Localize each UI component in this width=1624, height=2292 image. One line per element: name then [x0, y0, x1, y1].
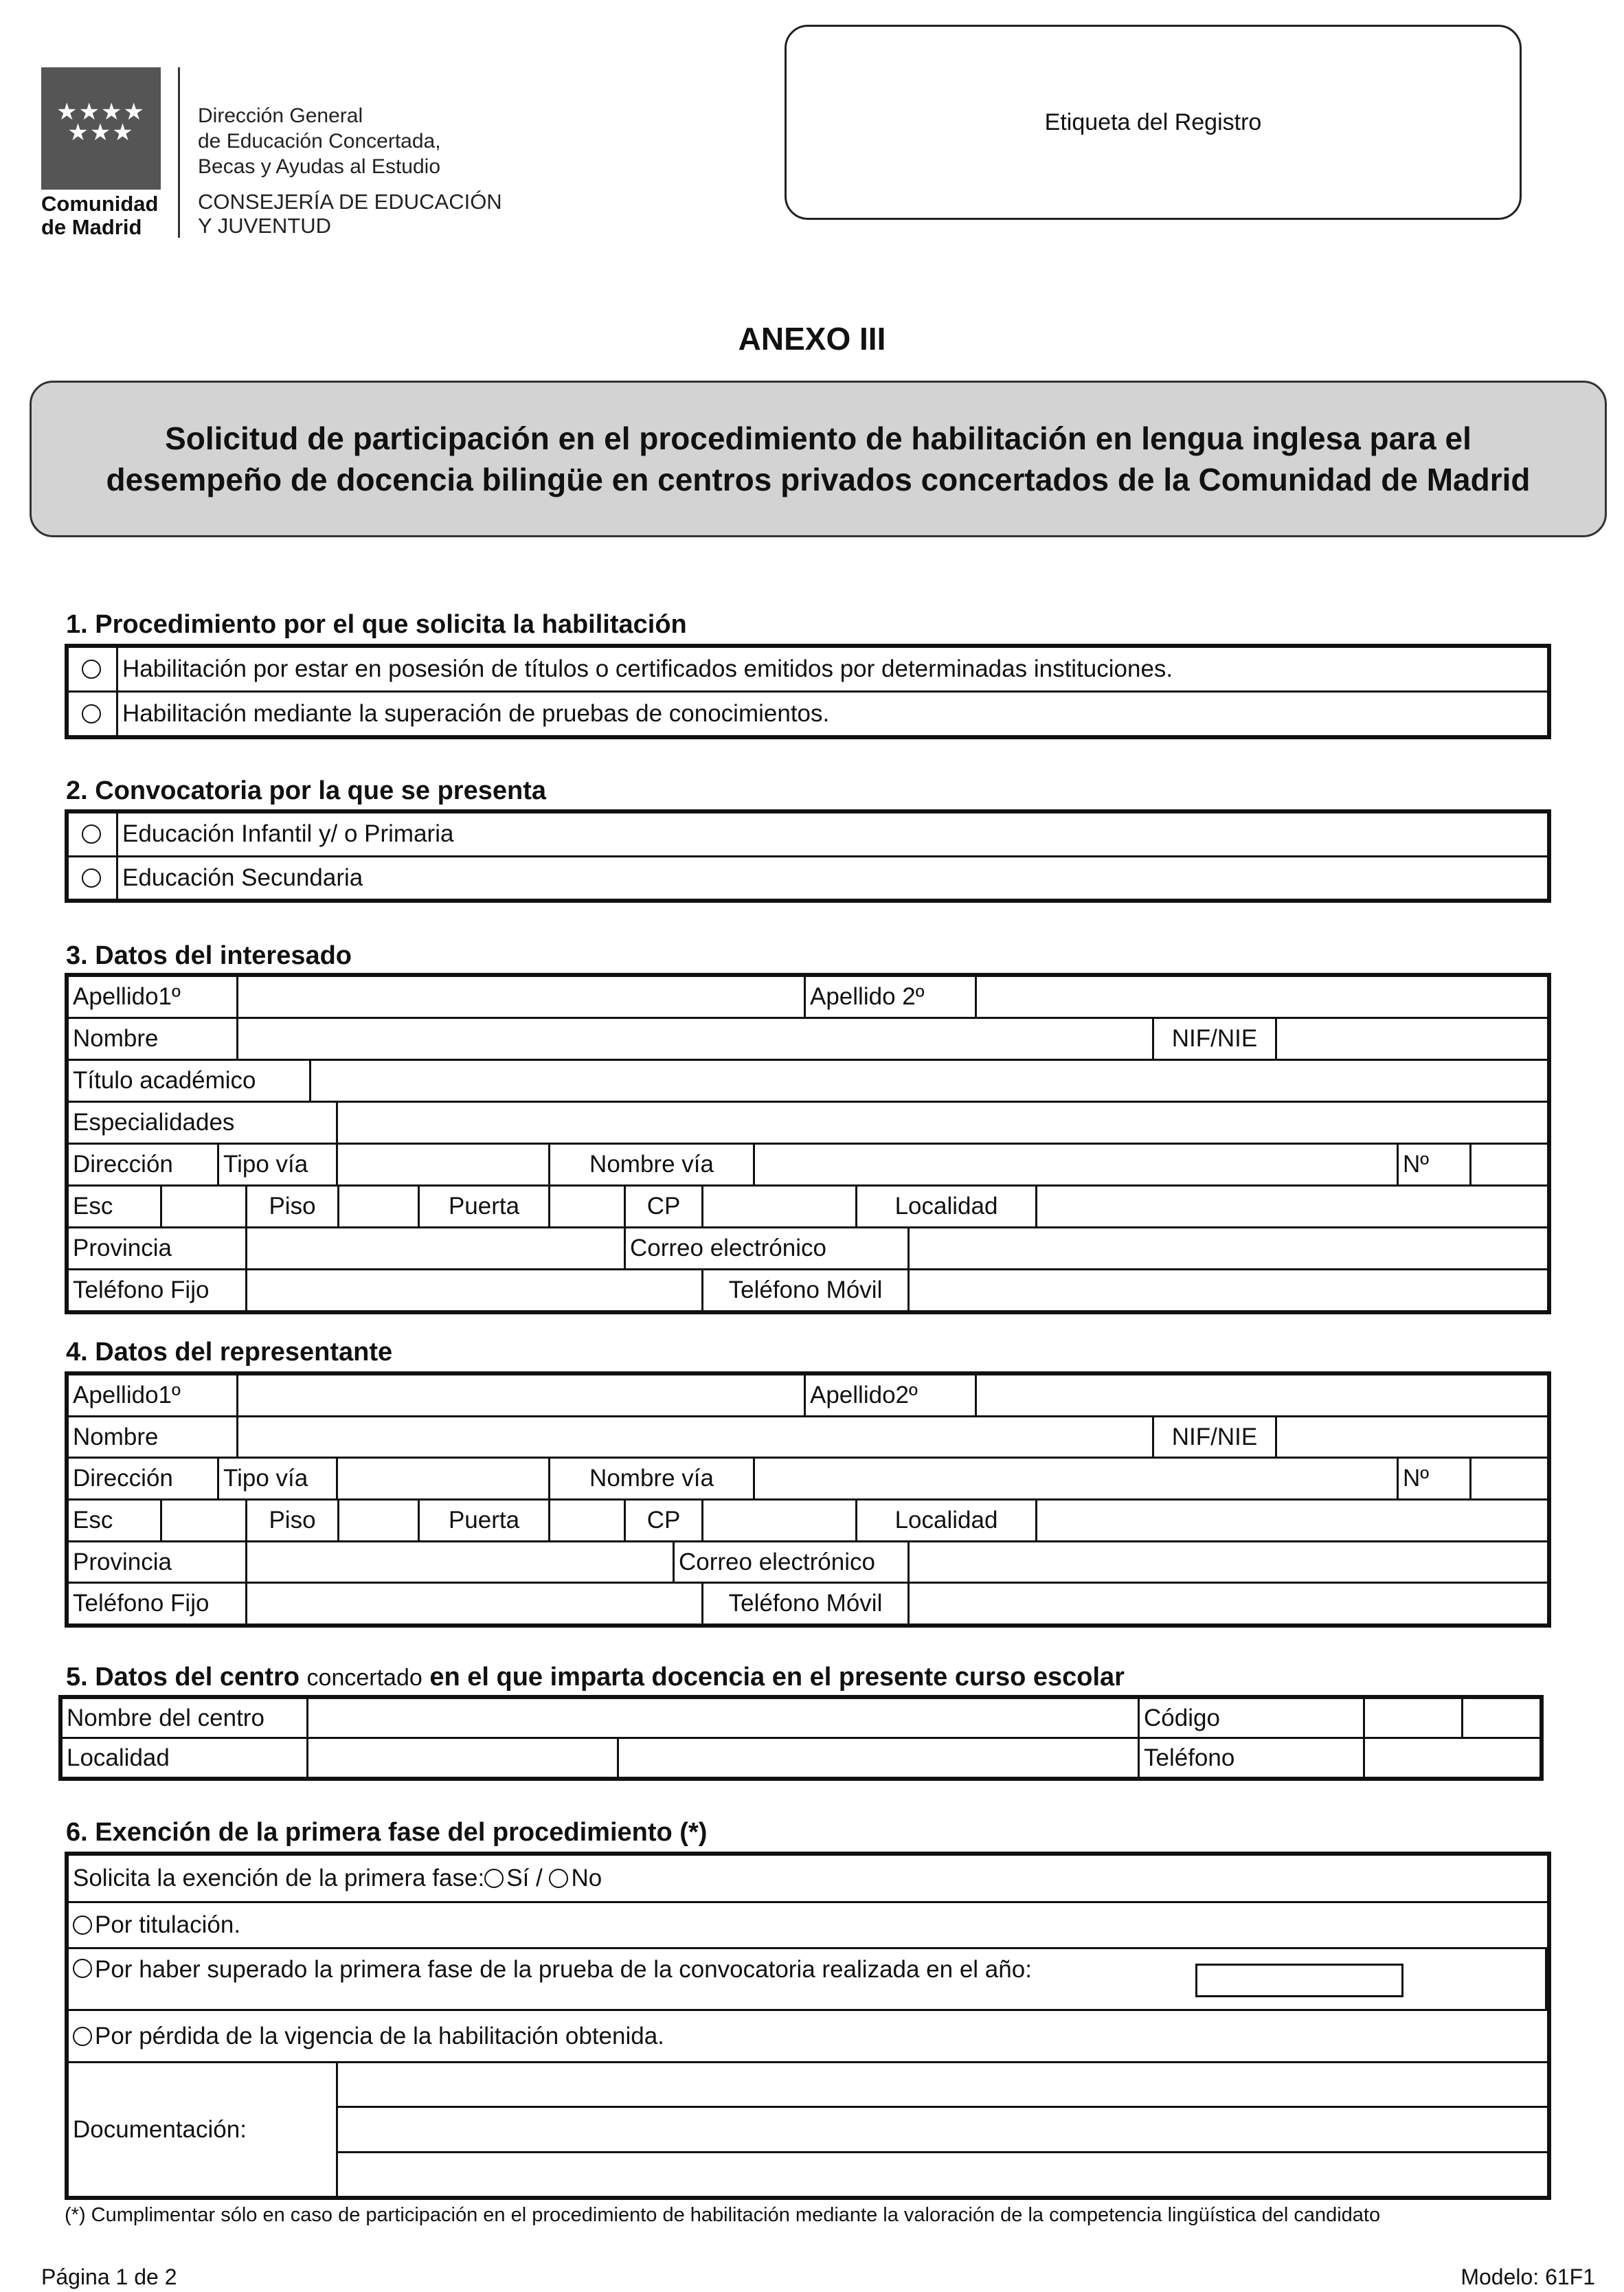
field-label: Provincia: [69, 1542, 247, 1582]
documentation-field[interactable]: [338, 2063, 1547, 2108]
no-label: No: [571, 1865, 602, 1891]
field-label: Correo electrónico: [626, 1228, 910, 1268]
field-label: Teléfono Fijo: [69, 1584, 247, 1623]
radio-button[interactable]: [73, 2027, 92, 2046]
field-label: Correo electrónico: [675, 1542, 910, 1582]
ministry-name: [198, 190, 502, 238]
radio-yes[interactable]: [484, 1869, 504, 1888]
field-label: Puerta: [420, 1187, 550, 1226]
field-label: Dirección: [69, 1145, 219, 1184]
input-field[interactable]: [247, 1584, 703, 1623]
directorate-line: Becas y Ayudas al Estudio: [198, 155, 440, 178]
field-label: Título académico: [69, 1061, 311, 1101]
ministry-line: Y JUVENTUD: [198, 214, 332, 238]
input-field[interactable]: [1471, 1459, 1547, 1498]
applicant-data-table: [65, 973, 1551, 1314]
field-label: Apellido1º: [69, 977, 238, 1017]
option-cell: [69, 2011, 1547, 2061]
field-label: Nombre: [69, 1417, 238, 1457]
documentation-label: Documentación:: [69, 2063, 338, 2196]
field-label: Nombre vía: [550, 1145, 755, 1184]
form-row: [69, 1417, 1547, 1459]
input-field[interactable]: [339, 1501, 420, 1540]
field-label: NIF/NIE: [1154, 1417, 1277, 1457]
form-title: [30, 381, 1607, 537]
field-label: Tipo vía: [219, 1145, 338, 1184]
section-5-heading: [66, 1663, 1125, 1692]
field-label: Teléfono Móvil: [703, 1270, 910, 1310]
field-label: CP: [626, 1501, 703, 1540]
input-field[interactable]: [308, 1739, 619, 1777]
input-field[interactable]: [910, 1542, 1547, 1582]
field-label: Esc: [69, 1501, 162, 1540]
radio-button[interactable]: [82, 824, 101, 844]
input-field[interactable]: [550, 1501, 626, 1540]
logo-stars: ★★★★ ★★★: [56, 99, 146, 146]
field-label: Teléfono: [1140, 1739, 1365, 1777]
option-row[interactable]: [69, 648, 1547, 693]
form-title-line: Solicitud de participación en el procedimiento de habilitación en lengua inglesa para el: [165, 420, 1471, 456]
radio-button[interactable]: [73, 1915, 92, 1935]
exemption-request: [69, 1856, 1547, 1901]
exemption-request-label: Solicita la exención de la primera fase:: [73, 1865, 485, 1891]
input-field[interactable]: [238, 1417, 1154, 1457]
field-label: Nº: [1399, 1459, 1471, 1498]
input-field[interactable]: [910, 1228, 1547, 1268]
documentation-field[interactable]: [338, 2108, 1547, 2153]
input-field[interactable]: [247, 1542, 675, 1582]
section-2-table: [65, 809, 1551, 903]
section-2-heading: 2. Convocatoria por la que se presenta: [66, 776, 546, 805]
heading-part: concertado: [306, 1665, 422, 1691]
option-label: Por haber superado la primera fase de la prueba de la convocatoria realizada en el año:: [95, 1956, 1032, 1983]
input-field[interactable]: [339, 1187, 420, 1226]
input-field[interactable]: [238, 1019, 1154, 1059]
field-label: Apellido1º: [69, 1375, 238, 1415]
field-label: Piso: [247, 1187, 339, 1226]
field-label: Especialidades: [69, 1103, 338, 1143]
field-label: Teléfono Fijo: [69, 1270, 247, 1310]
option-row[interactable]: [69, 857, 1547, 899]
yes-label: Sí /: [506, 1865, 543, 1891]
input-field[interactable]: [755, 1145, 1399, 1184]
input-field[interactable]: [703, 1501, 857, 1540]
option-label: Habilitación mediante la superación de pruebas de conocimientos.: [122, 700, 830, 727]
radio-button[interactable]: [73, 1959, 92, 1978]
field-label: Nº: [1399, 1145, 1471, 1184]
input-field[interactable]: [247, 1270, 703, 1310]
input-field[interactable]: [550, 1187, 626, 1226]
input-field[interactable]: [1037, 1187, 1547, 1226]
field-label: Dirección: [69, 1459, 219, 1498]
option-label: Educación Secundaria: [122, 864, 363, 891]
form-row: [69, 1459, 1547, 1501]
directorate-name: [198, 103, 441, 179]
input-field[interactable]: [755, 1459, 1399, 1498]
model-number: Modelo: 61F1: [1461, 2265, 1595, 2289]
field-label: CP: [626, 1187, 703, 1226]
input-field[interactable]: [910, 1584, 1547, 1623]
logo-text-line: Comunidad: [41, 192, 159, 216]
option-label: Por pérdida de la vigencia de la habilitación obtenida.: [95, 2022, 664, 2049]
form-row: [63, 1699, 1540, 1739]
field-label: Nombre del centro: [63, 1699, 308, 1737]
form-row: [69, 1019, 1547, 1061]
input-field[interactable]: [1365, 1699, 1463, 1737]
input-field[interactable]: [311, 1061, 1547, 1101]
input-field[interactable]: [1463, 1699, 1540, 1737]
registry-label-box: [785, 25, 1522, 220]
field-label: Esc: [69, 1187, 162, 1226]
section-1-table: [65, 644, 1551, 739]
radio-button[interactable]: [82, 704, 101, 723]
directorate-line: de Educación Concertada,: [198, 130, 441, 153]
form-row: [69, 1103, 1547, 1145]
field-label: Código: [1140, 1699, 1365, 1737]
option-row[interactable]: [69, 1949, 1547, 2011]
form-row: [63, 1739, 1540, 1777]
radio-no[interactable]: [549, 1869, 568, 1888]
form-row: [69, 1061, 1547, 1103]
input-field[interactable]: [162, 1501, 247, 1540]
form-row: [69, 1228, 1547, 1270]
form-row: [69, 1501, 1547, 1542]
option-row[interactable]: [69, 693, 1547, 735]
documentation-field[interactable]: [338, 2153, 1547, 2196]
field-label: Nombre vía: [550, 1459, 755, 1498]
option-label: Por titulación.: [95, 1911, 241, 1938]
input-field[interactable]: [247, 1228, 626, 1268]
logo-divider: [178, 67, 180, 238]
input-field[interactable]: [238, 977, 806, 1017]
field-label: NIF/NIE: [1154, 1019, 1277, 1059]
logo-text: [41, 192, 159, 239]
option-label: Habilitación por estar en posesión de títulos o certificados emitidos por determinadas instituciones.: [122, 655, 1173, 682]
form-row: [69, 1584, 1547, 1623]
input-field[interactable]: [338, 1145, 550, 1184]
input-field[interactable]: [338, 1459, 550, 1498]
directorate-line: Dirección General: [198, 104, 363, 127]
field-label: Nombre: [69, 1019, 238, 1059]
option-row[interactable]: [69, 1903, 1547, 1949]
input-field[interactable]: [1277, 1019, 1547, 1059]
field-label: Localidad: [857, 1187, 1037, 1226]
field-label: Provincia: [69, 1228, 247, 1268]
input-field[interactable]: [703, 1187, 857, 1226]
field-label: Localidad: [63, 1739, 308, 1777]
year-input[interactable]: [1195, 1964, 1403, 1997]
input-field[interactable]: [1037, 1501, 1547, 1540]
field-label: Piso: [247, 1501, 339, 1540]
input-field[interactable]: [162, 1187, 247, 1226]
option-cell: [69, 1903, 1547, 1947]
option-row[interactable]: [69, 813, 1547, 857]
exemption-request-row: [69, 1856, 1547, 1903]
section-4-heading: 4. Datos del representante: [66, 1338, 393, 1367]
footnote: (*) Cumplimentar sólo en caso de participación en el procedimiento de habilitación mediante la valoración de la competencia lingüística del candidato: [65, 2204, 1381, 2226]
option-label: Educación Infantil y/ o Primaria: [122, 820, 454, 848]
input-field[interactable]: [910, 1270, 1547, 1310]
form-row: [69, 977, 1547, 1019]
field-label: Puerta: [420, 1501, 550, 1540]
documentation-row: [69, 2063, 1547, 2196]
input-field[interactable]: [1365, 1739, 1540, 1777]
input-field[interactable]: [619, 1739, 1140, 1777]
section-6-heading: 6. Exención de la primera fase del procedimiento (*): [66, 1818, 708, 1847]
field-label: Localidad: [857, 1501, 1037, 1540]
form-title-line: desempeño de docencia bilingüe en centros privados concertados de la Comunidad de Madrid: [106, 462, 1531, 497]
heading-part: 5. Datos del centro: [66, 1663, 307, 1692]
exemption-table: [65, 1852, 1551, 2200]
ministry-line: CONSEJERÍA DE EDUCACIÓN: [198, 190, 502, 214]
input-field[interactable]: [308, 1699, 1140, 1737]
heading-part: en el que imparta docencia en el presente curso escolar: [422, 1663, 1125, 1692]
input-field[interactable]: [1471, 1145, 1547, 1184]
radio-button[interactable]: [82, 660, 101, 679]
representative-data-table: [65, 1371, 1551, 1628]
form-row: [69, 1270, 1547, 1310]
option-row[interactable]: [69, 2011, 1547, 2063]
field-label: Teléfono Móvil: [703, 1584, 910, 1623]
section-3-heading: 3. Datos del interesado: [66, 941, 352, 970]
page-number: Página 1 de 2: [41, 2265, 177, 2289]
registry-label: Etiqueta del Registro: [1044, 109, 1262, 135]
school-data-table: [58, 1695, 1544, 1781]
input-field[interactable]: [338, 1103, 1547, 1143]
form-row: [69, 1542, 1547, 1584]
logo-text-line: de Madrid: [41, 215, 142, 239]
input-field[interactable]: [977, 977, 1547, 1017]
field-label: Tipo vía: [219, 1459, 338, 1498]
form-row: [69, 1145, 1547, 1187]
section-1-heading: 1. Procedimiento por el que solicita la habilitación: [66, 610, 687, 639]
form-row: [69, 1375, 1547, 1417]
annex-title: ANEXO III: [738, 321, 886, 357]
field-label: Apellido 2º: [806, 977, 977, 1017]
input-field[interactable]: [977, 1375, 1547, 1415]
input-field[interactable]: [1277, 1417, 1547, 1457]
input-field[interactable]: [238, 1375, 806, 1415]
radio-button[interactable]: [82, 868, 101, 888]
form-row: [69, 1187, 1547, 1228]
field-label: Apellido2º: [806, 1375, 977, 1415]
